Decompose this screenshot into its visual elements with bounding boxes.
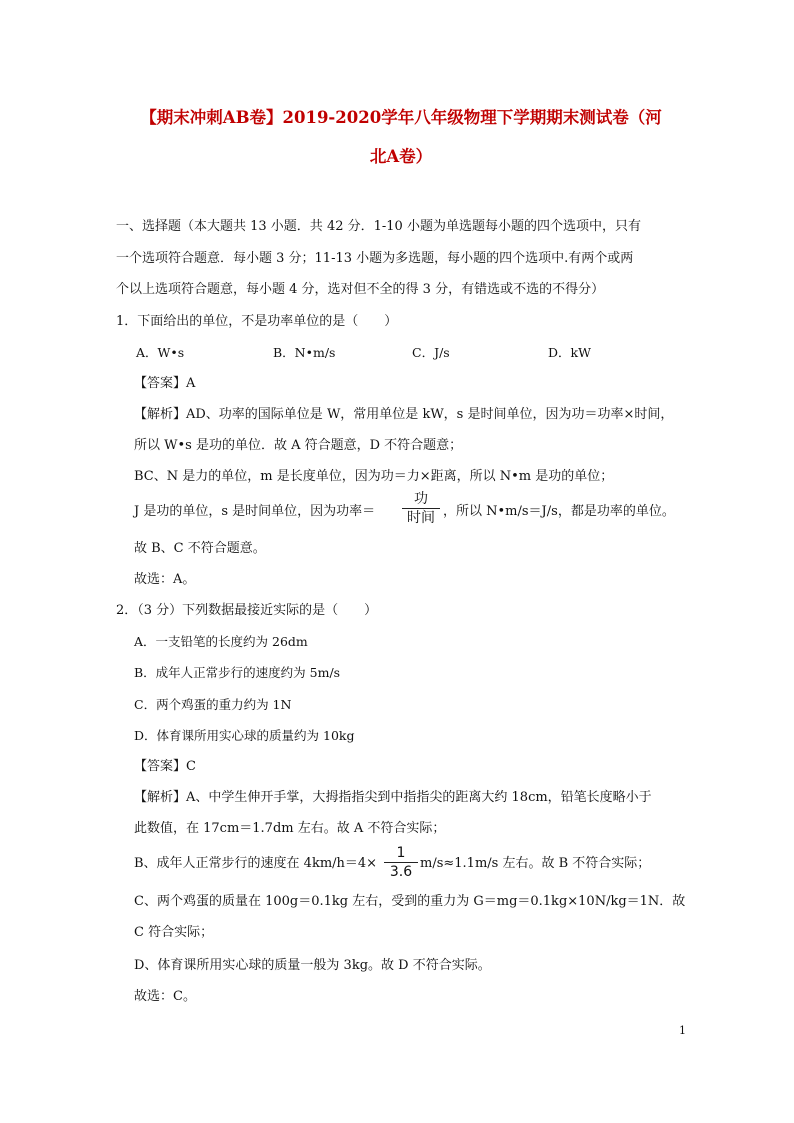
question-1-analysis-line-6: 故选：A。 (134, 572, 196, 587)
question-2-stem: 2．（3 分）下列数据最接近实际的是（ ） (116, 603, 378, 618)
question-2-analysis-line-4: C、两个鸡蛋的质量在 100g＝0.1kg 左右，受到的重力为 G＝mg＝0.1kg×10N/kg＝1N．故 (134, 894, 686, 909)
power-formula-fraction (402, 491, 440, 526)
document-title-line-1: 【期末冲刺AB卷】2019-2020学年八年级物理下学期期末测试卷（河 (140, 108, 662, 127)
question-1-analysis-line-3: BC、N 是力的单位，m 是长度单位，因为功＝力×距离，所以 N•m 是功的单位； (134, 469, 614, 484)
section-instructions-line-3: 个以上选项符合题意，每小题 4 分，选对但不全的得 3 分，有错选或不选的不得分） (116, 282, 605, 297)
question-2-analysis-line-2: 此数值，在 17cm＝1.7dm 左右。故 A 不符合实际； (134, 821, 446, 836)
fraction-denominator: 时间 (407, 510, 435, 526)
question-2-analysis-line-6: D、体育课所用实心球的质量一般为 3kg。故 D 不符合实际。 (134, 958, 491, 973)
question-1-analysis-line-1: 【解析】AD、功率的国际单位是 W，常用单位是 kW，s 是时间单位，因为功＝功率×时间， (134, 407, 674, 422)
question-2-answer: 【答案】C (134, 759, 196, 774)
fraction-bar (402, 508, 440, 509)
question-2-analysis-line-3b: m/s≈1.1m/s 左右。故 B 不符合实际； (420, 856, 651, 871)
question-1-stem: 1．下面给出的单位，不是功率单位的是（ ） (116, 314, 398, 329)
question-1-analysis-line-4a: J 是功的单位，s 是时间单位，因为功率＝ (134, 504, 376, 519)
question-1-analysis-line-5: 故 B、C 不符合题意。 (134, 541, 266, 556)
fraction-numerator: 1 (396, 845, 406, 861)
question-2-analysis-line-7: 故选：C。 (134, 989, 196, 1004)
question-2-analysis-line-5: C 符合实际； (134, 925, 214, 940)
page-number: 1 (679, 1024, 686, 1037)
question-1-option-a: A．W•s (136, 345, 185, 360)
question-2-option-a: A．一支铅笔的长度约为 26dm (134, 634, 308, 649)
question-1-option-b: B．N•m/s (273, 345, 336, 360)
fraction-bar (384, 862, 418, 863)
fraction-numerator: 功 (414, 491, 428, 507)
question-2-analysis-line-1: 【解析】A、中学生伸开手掌，大拇指指尖到中指指尖的距离大约 18cm，铅笔长度略小于 (134, 790, 652, 805)
question-2-option-d: D．体育课所用实心球的质量约为 10kg (134, 728, 355, 743)
document-title-line-2: 北A卷） (369, 147, 433, 166)
question-2-option-c: C．两个鸡蛋的重力约为 1N (134, 697, 292, 712)
section-instructions-line-2: 一个选项符合题意．每小题 3 分；11-13 小题为多选题，每小题的四个选项中.有两个或两 (116, 251, 634, 266)
question-2-analysis-line-3a: B、成年人正常步行的速度在 4km/h＝4× (134, 856, 378, 871)
question-1-option-d: D．kW (548, 345, 591, 360)
question-1-analysis-line-2: 所以 W•s 是功的单位．故 A 符合题意，D 不符合题意； (134, 438, 463, 453)
speed-conversion-fraction (384, 845, 418, 880)
question-1-answer: 【答案】A (134, 376, 196, 391)
fraction-denominator: 3.6 (389, 864, 413, 880)
question-1-analysis-line-4b: ，所以 N•m/s＝J/s，都是功率的单位。 (443, 504, 675, 519)
question-2-option-b: B．成年人正常步行的速度约为 5m/s (134, 665, 341, 680)
section-instructions-line-1: 一、选择题（本大题共 13 小题．共 42 分．1-10 小题为单选题每小题的四个选项中，只有 (116, 219, 641, 234)
question-1-option-c: C．J/s (412, 345, 450, 360)
